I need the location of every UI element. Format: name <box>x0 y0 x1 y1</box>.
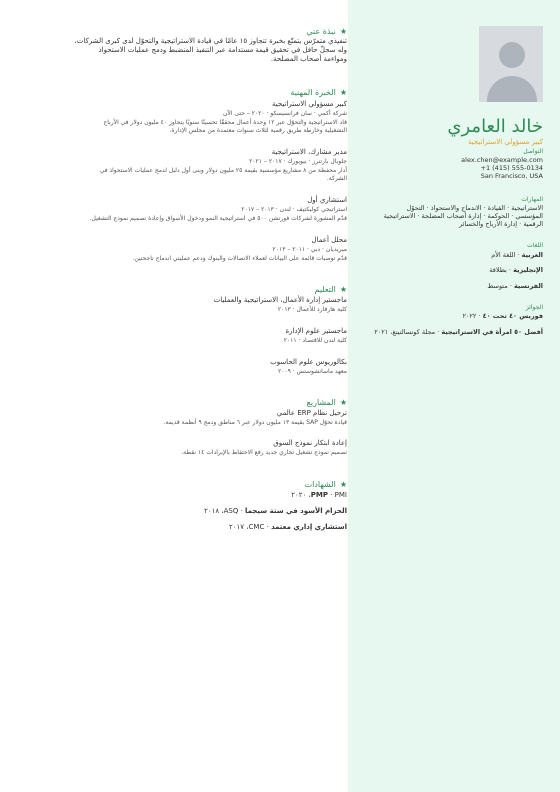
section-heading-education: ★التعليم <box>314 285 347 294</box>
skills-line: المؤسسي · الحوكمة · إدارة أصحاب المصلحة · الاستراتيجية <box>383 212 543 220</box>
degree: ماجستير علوم الإدارة <box>285 327 347 335</box>
job-title: استشاري أول <box>307 196 347 204</box>
certification-item: PMP · PMI، ٢٠٢٠ <box>291 491 347 499</box>
job-description: قاد الاستراتيجية والتحوّل عبر ١٢ وحدة أعمال محققًا تحسينًا سنويًا يتجاوز ٤٠ مليون دولار في الأرباح التشغيلية وخارطة طريق رقمية لثلاث سنوات معتمدة من مجلس الإدارة. <box>103 119 347 134</box>
section-heading-certifications: ★الشهادات <box>304 480 347 489</box>
user-silhouette-icon <box>479 26 543 102</box>
candidate-title: كبير مسؤولي الاستراتيجية <box>468 138 543 146</box>
candidate-name: خالد العامري <box>447 116 543 137</box>
job-title: مدير مشارك، الاستراتيجية <box>271 148 347 156</box>
project-description: تصميم نموذج تشغيل تجاري جديد رفع الاحتفاظ بالإيرادات ١٤ نقطة. <box>181 449 347 456</box>
section-heading-projects: ★المشاريع <box>306 398 347 407</box>
certification-item: الحزام الأسود في ستة سيجما · ASQ، ٢٠١٨ <box>204 507 347 515</box>
languages-heading: اللغات <box>527 242 543 249</box>
contact-location: San Francisco, USA <box>480 172 543 180</box>
certification-item: استشاري إداري معتمد · CMC، ٢٠١٧ <box>229 523 347 531</box>
project-title: ترحيل نظام ERP عالمي <box>276 409 347 417</box>
job-description: قدّم المشورة لشركات فورتشن ٥٠٠ في استراتيجية النمو ودخول الأسواق وإعادة تصميم نموذج التشغيل. <box>89 215 347 222</box>
award-item: أفضل ٥٠ امرأة في الاستراتيجية · مجلة كونسالتينغ، ٢٠٢١ <box>374 328 543 336</box>
degree: ماجستير إدارة الأعمال، الاستراتيجية والعمليات <box>213 296 347 304</box>
section-heading-summary: ★نبذة عني <box>306 27 347 36</box>
language-item: العربية · اللغة الأم <box>491 251 543 259</box>
project-description: قيادة تحوّل SAP بقيمة ١٣ مليون دولار عبر ٦ مناطق ودمج ٩ أنظمة قديمة. <box>163 419 347 426</box>
job-title: محلل أعمال <box>311 236 347 244</box>
job-meta: شركة أكمي · سان فرانسيسكو · ٢٠٢٠ – حتى الآن <box>222 110 347 117</box>
contact-email[interactable]: alex.chen@example.com <box>461 156 543 164</box>
skills-heading: المهارات <box>521 196 543 203</box>
language-item: الفرنسية · متوسط <box>487 282 543 290</box>
school: كلية لندن للاقتصاد · ٢٠١١ <box>283 337 347 344</box>
skills-line: الرقمية · إدارة الأرباح والخسائر <box>459 220 543 228</box>
award-item: فوربس ٤٠ تحت ٤٠ · ٢٠٢٢ <box>462 312 543 320</box>
language-item: الإنجليزية · بطلاقة <box>489 266 543 274</box>
degree: بكالوريوس علوم الحاسوب <box>270 358 347 366</box>
school: معهد ماساتشوستس · ٢٠٠٩ <box>277 368 347 375</box>
job-meta: ميريديان · دبي · ٢٠١١ – ٢٠١٣ <box>272 246 347 253</box>
job-description: أدار محفظة من ٨ مشاريع مؤسسية بقيمة ٢٥ مليون دولار وبنى أول دليل لدمج عمليات الاستحواذ في الشركة. <box>99 167 347 182</box>
awards-heading: الجوائز <box>525 304 543 311</box>
section-heading-experience: ★الخبرة المهنية <box>290 88 347 97</box>
project-title: إعادة ابتكار نموذج السوق <box>273 439 347 447</box>
contact-heading: التواصل <box>523 148 543 155</box>
job-description: قدّم توصيات قائمة على البيانات لعملاء الاتصالات والبنوك ودعم عمليتي اندماج ناجحتين. <box>132 255 347 262</box>
job-meta: استراتيجي كوليكتيف · لندن · ٢٠١٣ – ٢٠١٧ <box>241 206 347 213</box>
skills-line: الاستراتيجية · القيادة · الاندماج والاستحواذ · التحوّل <box>406 204 543 212</box>
contact-phone[interactable]: +1 (415) 555-0134 <box>480 164 543 172</box>
school: كلية هارفارد للأعمال · ٢٠١٣ <box>277 306 347 313</box>
job-title: كبير مسؤولي الاستراتيجية <box>272 100 347 108</box>
job-meta: جلوبال بارتنرز · نيويورك · ٢٠١٧ – ٢٠٢١ <box>249 158 347 165</box>
summary-text: تنفيذي متمرّس يتمتّع بخبرة تتجاوز ١٥ عامًا في قيادة الاستراتيجية والتحوّل لدى كبرى الشركات، وله سجلّ حافل في تحقيق قيمة مستدامة عبر التنفيذ المنضبط ودمج عمليات الاستحواذ ومواءمة أصحاب المصلحة. <box>74 37 347 63</box>
